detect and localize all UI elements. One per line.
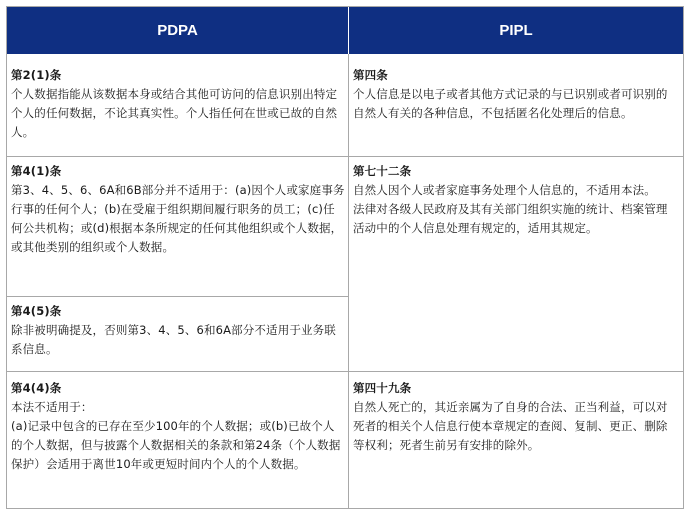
article-title: 第4(5)条: [11, 304, 62, 318]
article-title: 第四十九条: [353, 381, 412, 395]
article-title: 第4(4)条: [11, 381, 62, 395]
article-body: 个人数据指能从该数据本身或结合其他可访问的信息识别出特定个人的任何数据，不论其真实性。个人指任何在世或已故的自然人。: [11, 87, 338, 139]
article-body: 第3、4、5、6、6A和6B部分并不适用于：(a)因个人或家庭事务行事的任何个人；(b)在受雇于组织期间履行职务的员工；(c)任何公共机构；或(d)根据本条所规定的任何其他组织或个人数据，或其他类别的组织或个人数据。: [11, 183, 345, 254]
column-divider: [348, 54, 349, 509]
row-divider: [7, 156, 683, 157]
article-body: 自然人死亡的，其近亲属为了自身的合法、正当利益，可以对死者的相关个人信息行使本章规定的查阅、复制、更正、删除等权利；死者生前另有安排的除外。: [353, 400, 668, 452]
header-pdpa: PDPA: [7, 7, 348, 54]
pipl-article-72: [353, 162, 679, 238]
row-divider: [7, 371, 683, 372]
article-body: 本法不适用于： (a)记录中包含的已存在至少100年的个人数据；或(b)已故个人的个人数据，但与披露个人数据相关的条款和第24条（个人数据保护）会适用于离世10年或更短时间内个人的个人数据。: [11, 400, 341, 471]
pdpa-article-2-1: [11, 66, 345, 142]
pipl-article-49: [353, 379, 679, 455]
article-title: 第2(1)条: [11, 68, 62, 82]
article-body: 除非被明确提及，否则第3、4、5、6和6A部分不适用于业务联系信息。: [11, 323, 336, 356]
article-body: 自然人因个人或者家庭事务处理个人信息的，不适用本法。 法律对各级人民政府及其有关部门组织实施的统计、档案管理活动中的个人信息处理有规定的，适用其规定。: [353, 183, 668, 235]
pdpa-article-4-5: [11, 302, 345, 359]
header-pipl: PIPL: [349, 7, 683, 54]
row-divider: [7, 296, 348, 297]
article-title: 第七十二条: [353, 164, 412, 178]
pdpa-article-4-4: [11, 379, 345, 474]
article-title: 第四条: [353, 68, 388, 82]
article-title: 第4(1)条: [11, 164, 62, 178]
comparison-table: [6, 6, 684, 509]
pdpa-article-4-1: [11, 162, 345, 257]
pipl-article-4: [353, 66, 679, 123]
article-body: 个人信息是以电子或者其他方式记录的与已识别或者可识别的自然人有关的各种信息，不包括匿名化处理后的信息。: [353, 87, 668, 120]
